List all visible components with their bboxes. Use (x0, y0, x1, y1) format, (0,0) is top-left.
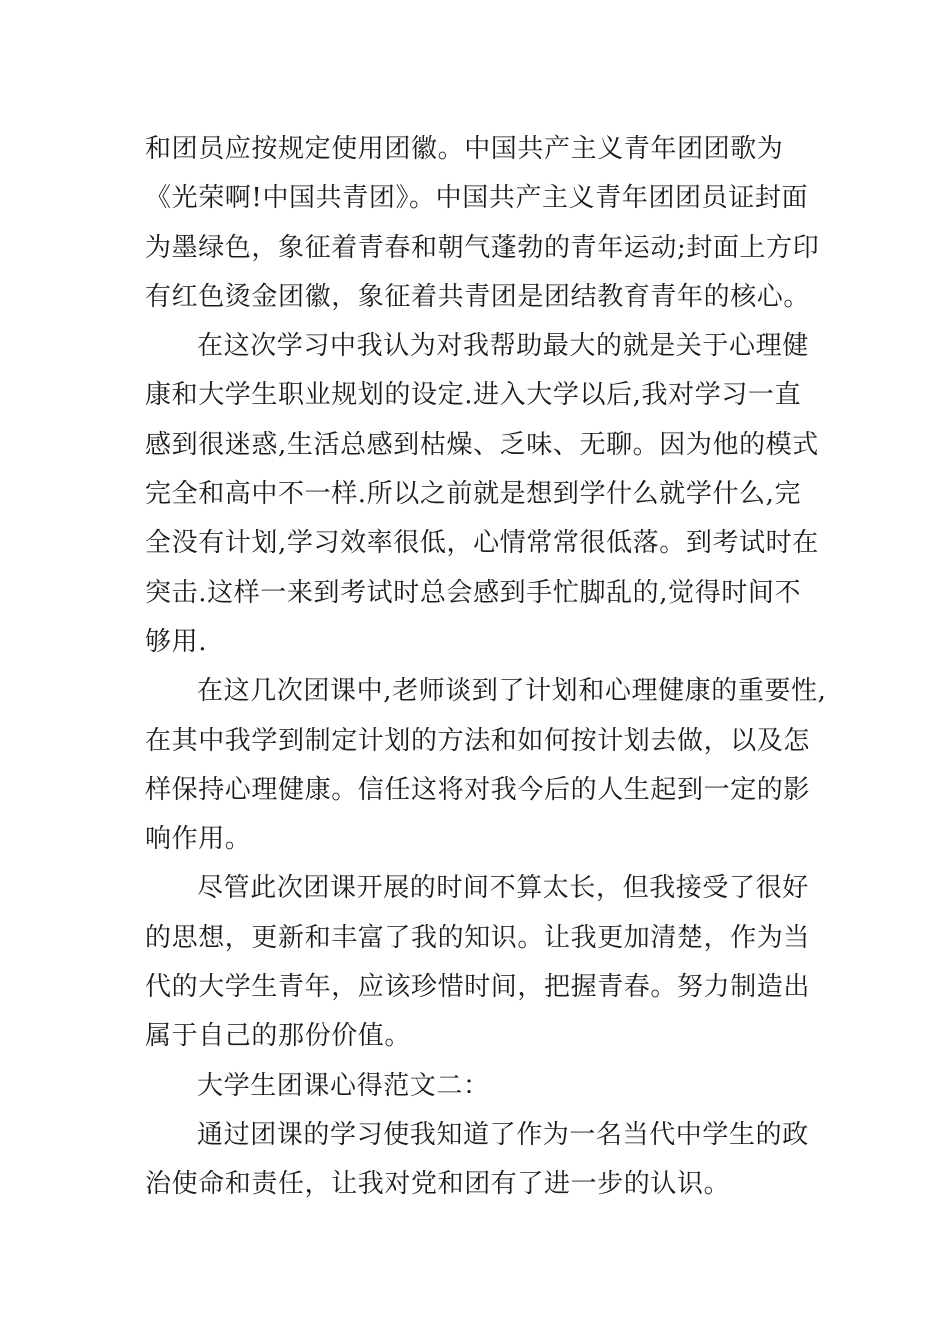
paragraph-first-line: 在这几次团课中,老师谈到了计划和心理健康的重要性, (197, 676, 827, 707)
text-line: 的思想，更新和丰富了我的知识。让我更加清楚，作为当 (145, 922, 811, 953)
paragraph-first-line: 通过团课的学习使我知道了作为一名当代中学生的政 (197, 1119, 809, 1150)
text-line: 突击.这样一来到考试时总会感到手忙脚乱的,觉得时间不 (145, 577, 802, 608)
text-line: 够用. (145, 626, 208, 657)
text-line: 和团员应按规定使用团徽。中国共产主义青年团团歌为 (145, 134, 784, 164)
text-line: 《光荣啊!中国共青团》。中国共产主义青年团团员证封面 (145, 183, 809, 214)
text-line: 有红色烫金团徽，象征着共青团是团结教育青年的核心。 (145, 281, 811, 312)
text-line: 在其中我学到制定计划的方法和如何按计划去做，以及怎 (145, 725, 811, 756)
text-line: 样保持心理健康。信任这将对我今后的人生起到一定的影 (145, 774, 811, 805)
text-line: 康和大学生职业规划的设定.进入大学以后,我对学习一直 (145, 380, 802, 411)
text-line: 代的大学生青年，应该珍惜时间，把握青春。努力制造出 (145, 972, 811, 1003)
text-line: 全没有计划,学习效率很低，心情常常很低落。到考试时在 (145, 528, 819, 559)
text-line: 治使命和责任，让我对党和团有了进一步的认识。 (145, 1169, 731, 1200)
text-line: 为墨绿色，象征着青春和朝气蓬勃的青年运动;封面上方印 (145, 232, 820, 263)
text-line: 响作用。 (145, 824, 252, 855)
section-heading: 大学生团课心得范文二： (197, 1070, 490, 1101)
text-line: 完全和高中不一样.所以之前就是想到学什么就学什么,完 (145, 479, 802, 510)
document-body (145, 125, 827, 1210)
paragraph-first-line: 在这次学习中我认为对我帮助最大的就是关于心理健 (197, 331, 809, 362)
text-line: 感到很迷惑,生活总感到枯燥、乏味、无聊。因为他的模式 (145, 429, 819, 460)
text-line: 属于自己的那份价值。 (145, 1021, 412, 1052)
paragraph-first-line: 尽管此次团课开展的时间不算太长，但我接受了很好 (197, 873, 809, 904)
